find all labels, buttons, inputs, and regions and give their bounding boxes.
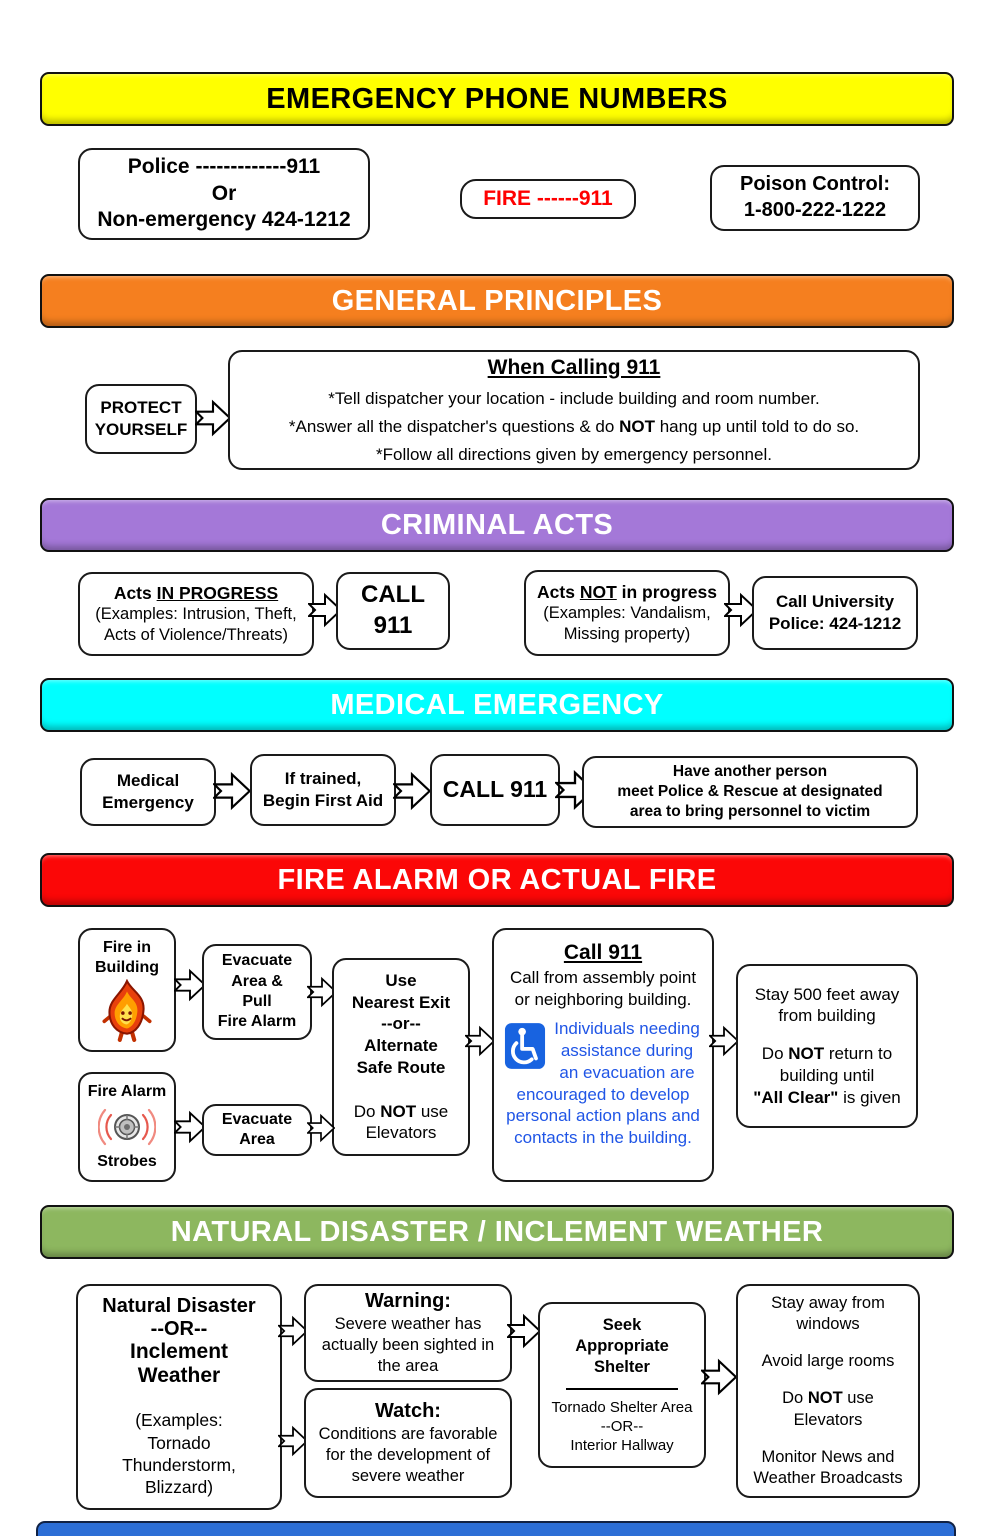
first-aid-line1: If trained, bbox=[284, 769, 362, 789]
call-911-box-fire bbox=[492, 928, 714, 1182]
all-clear-note: "All Clear" is given bbox=[753, 1087, 901, 1107]
nd-examples-4: Blizzard) bbox=[144, 1477, 214, 1498]
calling-tip-1: *Tell dispatcher your location - include building and room number. bbox=[328, 389, 820, 409]
flow-arrow-icon bbox=[701, 1356, 737, 1398]
fire-character-icon bbox=[101, 979, 153, 1043]
stay500-line1: Stay 500 feet away bbox=[754, 984, 900, 1004]
seek-line2: Appropriate bbox=[575, 1336, 669, 1355]
page-title: EMERGENCY PHONE NUMBERS bbox=[266, 82, 728, 115]
criminal-acts-title: CRIMINAL ACTS bbox=[380, 508, 614, 541]
acts-in-progress-examples-1: (Examples: Intrusion, Theft, bbox=[95, 605, 297, 624]
fire-call-body1: Call from assembly point bbox=[509, 967, 697, 987]
advice-windows-2: windows bbox=[796, 1315, 860, 1334]
call-911-label: CALL 911 bbox=[442, 776, 548, 803]
seek-shelter-box bbox=[538, 1302, 706, 1468]
no-return-line2: building until bbox=[779, 1065, 875, 1085]
no-elevators-note: Do NOT use bbox=[353, 1101, 449, 1121]
shelter-advice-box bbox=[736, 1284, 920, 1498]
protect-line1: PROTECT bbox=[100, 398, 182, 418]
acts-not-in-progress-title: Acts NOT in progress bbox=[537, 581, 717, 602]
medical-line2: Emergency bbox=[102, 793, 194, 812]
strobes-line2: Strobes bbox=[97, 1152, 157, 1170]
warning-body2: actually been sighted in bbox=[321, 1336, 495, 1355]
police-number: Police -------------911 bbox=[127, 154, 321, 178]
assistance-note bbox=[500, 1018, 706, 1149]
when-calling-title: When Calling 911 bbox=[487, 355, 661, 379]
section-banner-fire-alarm bbox=[40, 853, 954, 907]
advice-monitor-1: Monitor News and bbox=[761, 1447, 895, 1466]
medical-line1: Medical bbox=[116, 771, 180, 791]
acts-in-progress-examples-2: Acts of Violence/Threats) bbox=[103, 626, 289, 645]
exit-line5: Safe Route bbox=[356, 1057, 446, 1077]
exit-line4: Alternate bbox=[364, 1036, 438, 1056]
watch-box bbox=[304, 1388, 512, 1498]
warning-body1: Severe weather has bbox=[334, 1315, 482, 1334]
fire-in-building-line1: Fire in bbox=[102, 939, 151, 956]
general-principles-title: GENERAL PRINCIPLES bbox=[331, 284, 663, 317]
strobes-line1: Fire Alarm bbox=[87, 1083, 167, 1100]
seek-body3: Interior Hallway bbox=[570, 1437, 674, 1455]
evac-area-line2: Area bbox=[239, 1131, 275, 1148]
call-university-police-box bbox=[752, 576, 918, 650]
next-section-banner-partial bbox=[36, 1521, 956, 1536]
warning-body3: the area bbox=[377, 1357, 439, 1376]
fire-number: FIRE ------911 bbox=[483, 186, 613, 210]
advice-windows-1: Stay away from bbox=[771, 1294, 885, 1313]
calling-tip-3: *Follow all directions given by emergency personnel. bbox=[376, 445, 772, 465]
advice-elevators-2: Elevators bbox=[793, 1410, 863, 1429]
poison-control-number: 1-800-222-1222 bbox=[743, 199, 887, 221]
meet-rescue-line2: meet Police & Rescue at designated bbox=[617, 783, 883, 801]
police-or: Or bbox=[211, 181, 237, 205]
use-nearest-exit-box bbox=[332, 958, 470, 1156]
wheelchair-accessibility-icon bbox=[504, 1022, 546, 1070]
police-nonemergency-number: Non-emergency 424-1212 bbox=[97, 208, 351, 232]
watch-body2: for the development of bbox=[325, 1446, 491, 1465]
section-banner-emergency-phone-numbers bbox=[40, 72, 954, 126]
fire-alarm-title: FIRE ALARM OR ACTUAL FIRE bbox=[277, 863, 717, 896]
fire-in-building-line2: Building bbox=[95, 959, 159, 977]
no-return-note: Do NOT return to bbox=[761, 1044, 893, 1064]
warning-box bbox=[304, 1284, 512, 1382]
nd-examples-1: (Examples: bbox=[135, 1410, 223, 1431]
flow-arrow-icon bbox=[213, 770, 251, 812]
nd-line3: Inclement bbox=[129, 1340, 229, 1364]
seek-body2: --OR-- bbox=[600, 1418, 644, 1436]
call-911-line1: CALL bbox=[361, 581, 425, 609]
protect-line2: YOURSELF bbox=[94, 420, 188, 439]
calling-tip-2: *Answer all the dispatcher's questions & do NOT hang up until told to do so. bbox=[288, 417, 860, 437]
evac-pull-line1: Evacuate bbox=[221, 952, 293, 970]
medical-emergency-title: MEDICAL EMERGENCY bbox=[330, 688, 664, 721]
section-banner-medical-emergency bbox=[40, 678, 954, 732]
seek-body1: Tornado Shelter Area bbox=[551, 1398, 693, 1416]
first-aid-line2: Begin First Aid bbox=[262, 791, 384, 810]
university-police-line1: Call University bbox=[775, 592, 895, 612]
call-911-box-medical bbox=[430, 754, 560, 826]
police-phone-box bbox=[78, 148, 370, 240]
fire-alarm-strobes-box bbox=[78, 1072, 176, 1182]
watch-body3: severe weather bbox=[351, 1467, 465, 1486]
when-calling-911-box bbox=[228, 350, 920, 470]
acts-in-progress-title: Acts IN PROGRESS bbox=[113, 582, 279, 603]
exit-line1: Use bbox=[385, 970, 417, 990]
evac-pull-line4: Fire Alarm bbox=[217, 1013, 297, 1031]
exit-line3: --or-- bbox=[381, 1014, 421, 1034]
seek-line3: Shelter bbox=[594, 1357, 650, 1376]
acts-in-progress-box bbox=[78, 572, 314, 656]
flow-arrow-icon bbox=[195, 397, 231, 439]
acts-not-in-progress-box bbox=[524, 570, 730, 656]
meet-rescue-line1: Have another person bbox=[672, 763, 828, 781]
call-911-line2: 911 bbox=[373, 612, 413, 639]
assistance-text: Individuals needing assistance during an evacuation are encouraged to develop personal action plans and contacts in the building. bbox=[506, 1019, 700, 1148]
flow-arrow-icon bbox=[709, 1022, 739, 1060]
seek-line1: Seek bbox=[602, 1315, 642, 1334]
advice-monitor-2: Weather Broadcasts bbox=[753, 1468, 903, 1487]
evac-area-line1: Evacuate bbox=[221, 1110, 293, 1128]
university-police-line2: Police: 424-1212 bbox=[768, 614, 902, 633]
seek-divider bbox=[566, 1388, 678, 1390]
protect-yourself-box bbox=[85, 384, 197, 454]
evacuate-area-box bbox=[202, 1104, 312, 1156]
flow-arrow-icon bbox=[307, 1110, 335, 1146]
advice-rooms: Avoid large rooms bbox=[761, 1352, 895, 1371]
no-elevators-line2: Elevators bbox=[365, 1123, 437, 1143]
fire-alarm-strobe-icon bbox=[98, 1103, 156, 1151]
fire-call-911-title: Call 911 bbox=[563, 941, 643, 964]
nd-line1: Natural Disaster bbox=[102, 1295, 256, 1318]
medical-emergency-box bbox=[80, 758, 216, 826]
nd-examples-3: Thunderstorm, bbox=[122, 1454, 236, 1475]
watch-body1: Conditions are favorable bbox=[318, 1425, 498, 1444]
nd-line4: Weather bbox=[137, 1363, 221, 1387]
warning-title: Warning: bbox=[365, 1289, 451, 1312]
acts-not-in-progress-examples-2: Missing property) bbox=[563, 625, 691, 644]
fire-call-body2: or neighboring building. bbox=[514, 989, 692, 1009]
advice-elevators: Do NOT use bbox=[782, 1389, 874, 1408]
natural-disaster-title: NATURAL DISASTER / INCLEMENT WEATHER bbox=[170, 1215, 824, 1248]
flow-arrow-icon bbox=[465, 1022, 495, 1060]
watch-title: Watch: bbox=[375, 1399, 441, 1422]
fire-phone-box bbox=[460, 179, 636, 219]
poison-control-label: Poison Control: bbox=[740, 173, 890, 196]
flow-arrow-icon bbox=[507, 1312, 541, 1350]
evac-pull-line2: Area & bbox=[231, 972, 283, 990]
section-banner-general-principles bbox=[40, 274, 954, 328]
section-banner-natural-disaster bbox=[40, 1205, 954, 1259]
nd-line2: --OR-- bbox=[150, 1317, 208, 1340]
evacuate-pull-alarm-box bbox=[202, 944, 312, 1040]
exit-line2: Nearest Exit bbox=[351, 992, 451, 1012]
meet-rescue-line3: area to bring personnel to victim bbox=[629, 802, 871, 820]
fire-in-building-box bbox=[78, 928, 176, 1052]
stay500-line2: from building bbox=[778, 1006, 876, 1026]
stay-away-500-box bbox=[736, 964, 918, 1128]
flow-arrow-icon bbox=[393, 770, 431, 812]
acts-not-in-progress-examples-1: (Examples: Vandalism, bbox=[543, 604, 711, 623]
evac-pull-line3: Pull bbox=[242, 993, 272, 1010]
poison-control-box bbox=[710, 165, 920, 231]
section-banner-criminal-acts bbox=[40, 498, 954, 552]
first-aid-box bbox=[250, 754, 396, 826]
meet-rescue-box bbox=[582, 756, 918, 828]
call-911-box-criminal bbox=[336, 572, 450, 650]
natural-disaster-box bbox=[76, 1284, 282, 1510]
nd-examples-2: Tornado bbox=[147, 1432, 211, 1453]
